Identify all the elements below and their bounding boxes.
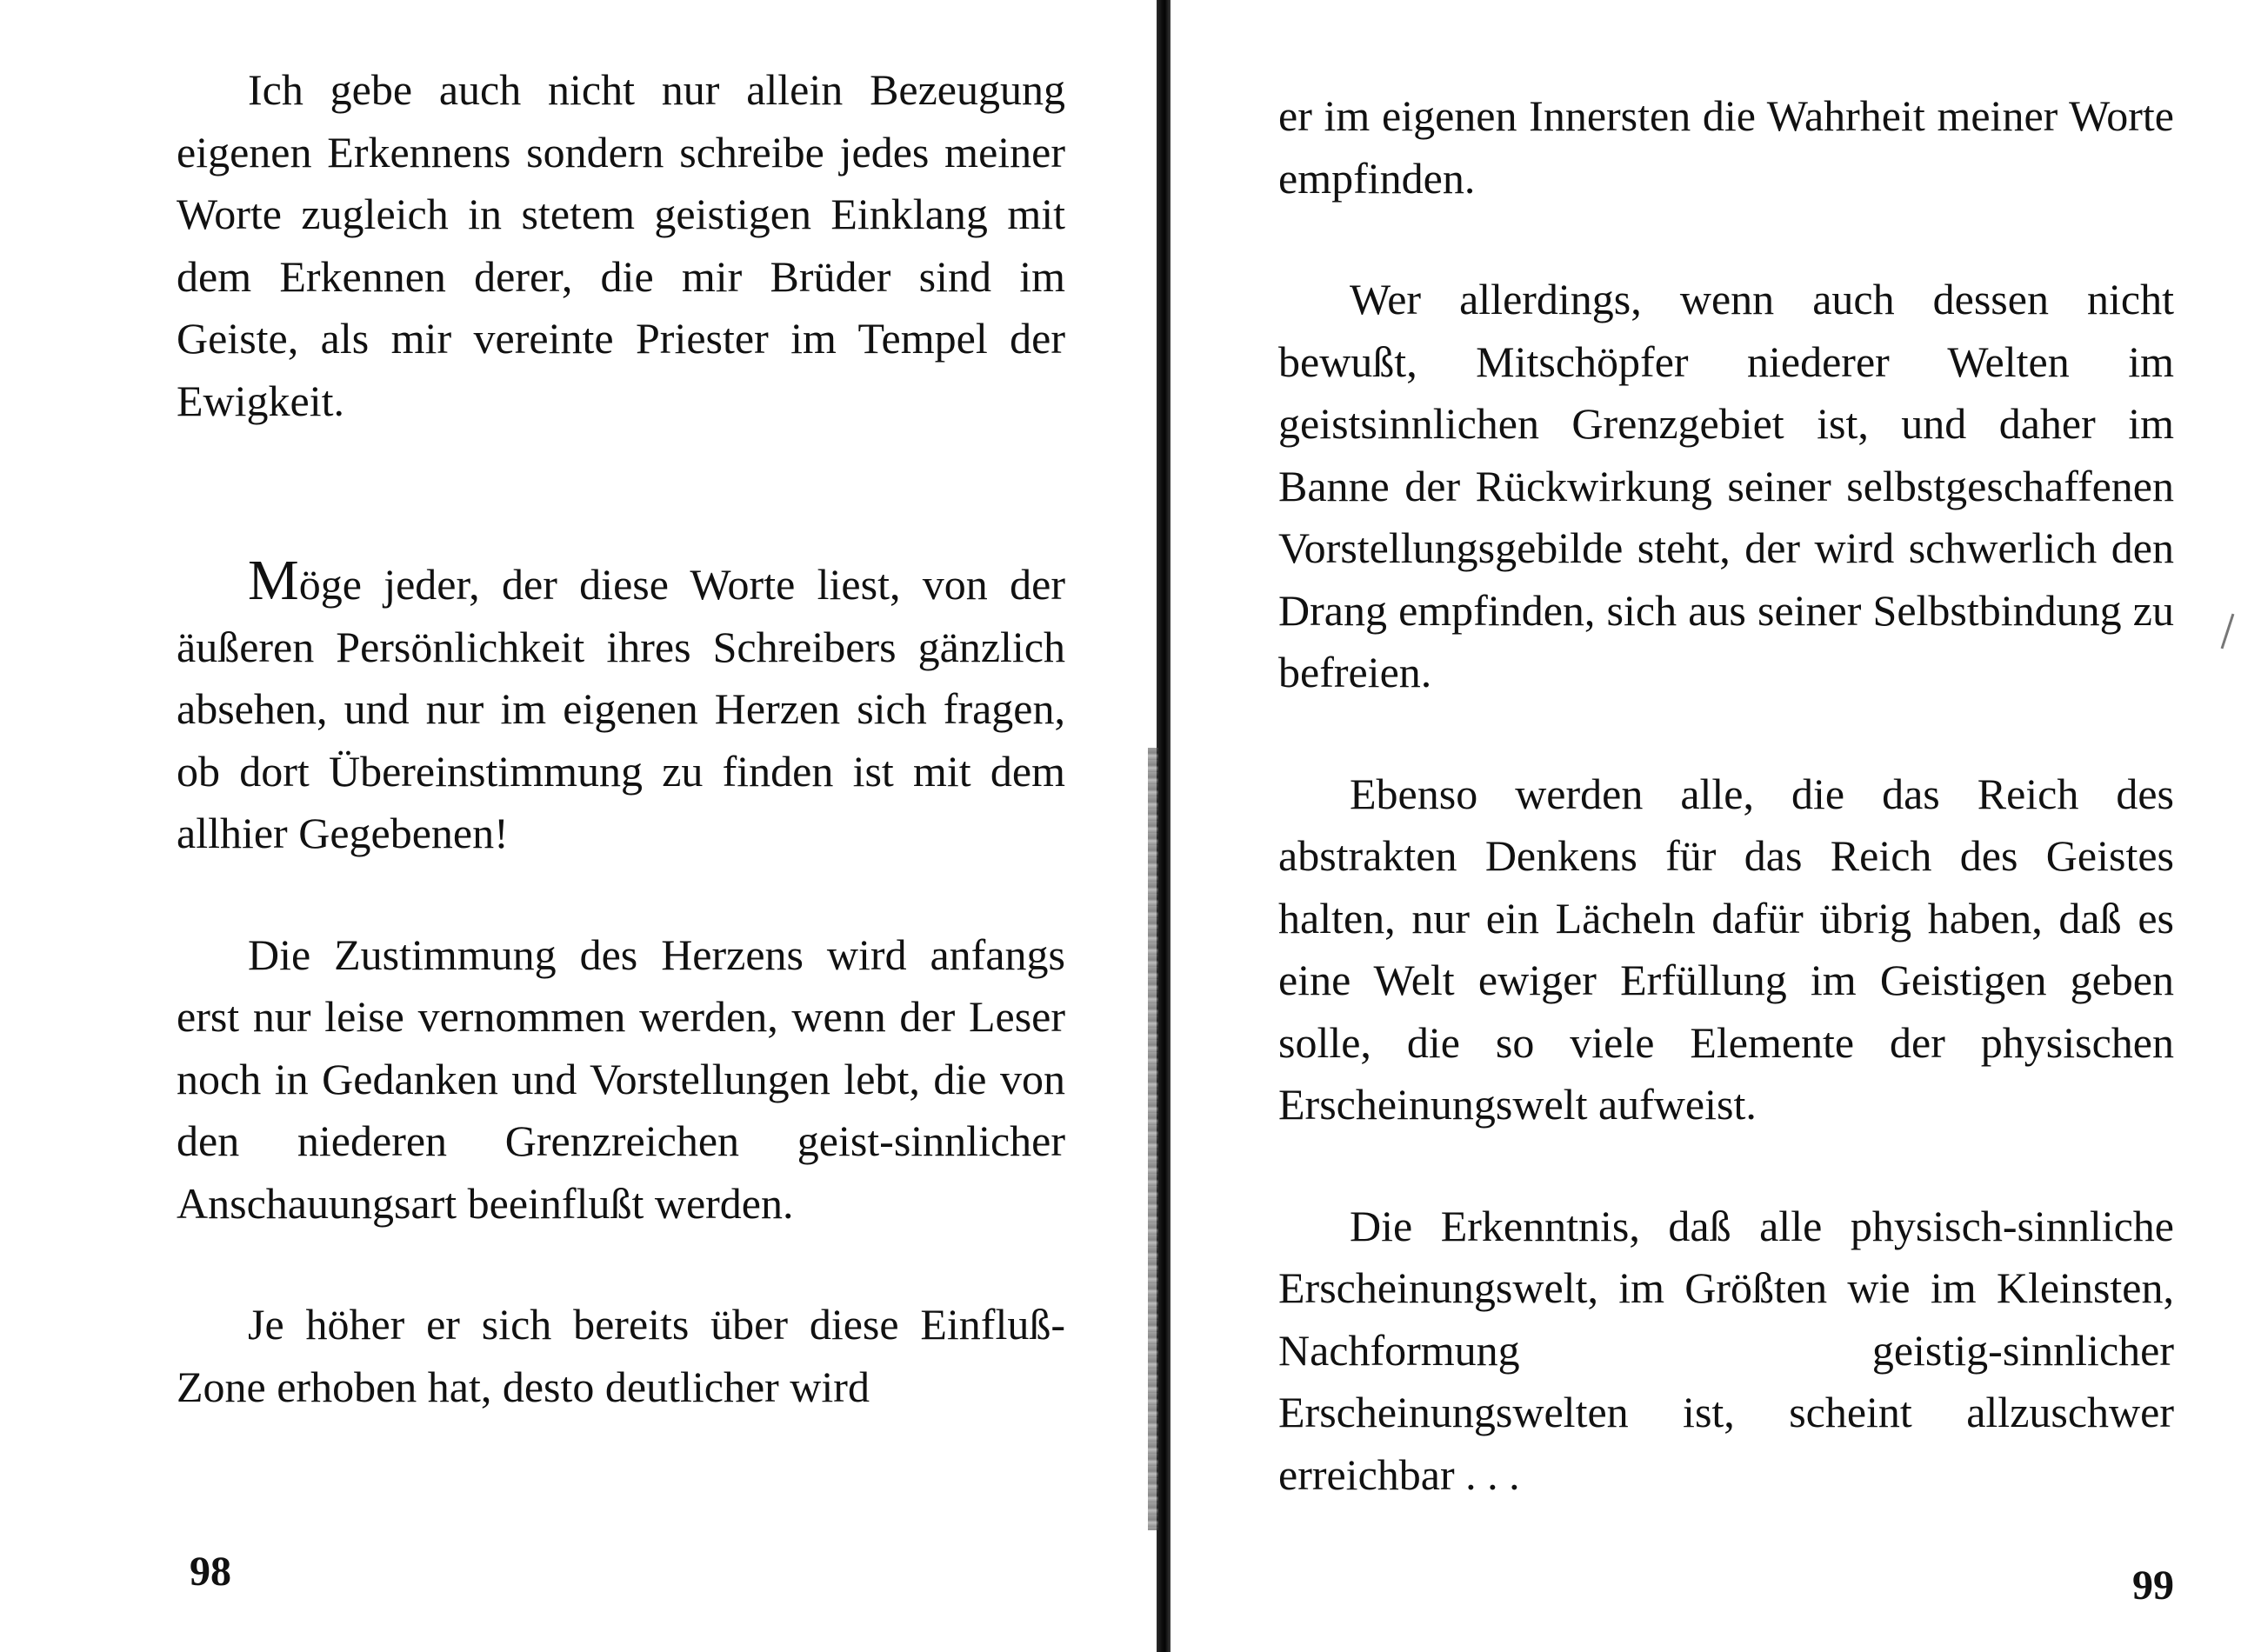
paragraph: er im eigenen Innersten die Wahrheit meiner Worte empfinden. <box>1278 91 2174 203</box>
paragraph-with-initial <box>177 549 1065 865</box>
paragraph: Ich gebe auch nicht nur allein Bezeugung eigenen Erkennens sondern schreibe jedes meiner Worte zugleich in stetem geistigen Einklang mit dem Erkennen derer, die mir Brüder sind im Geiste, als mir vereinte Priester im Tempel der Ewigkeit. <box>177 65 1065 425</box>
page-number-left: 98 <box>190 1549 231 1595</box>
paragraph: Ebenso werden alle, die das Reich des abstrakten Denkens für das Reich des Geistes halten, nur ein Lächeln dafür übrig haben, daß es eine Welt ewiger Erfüllung im Geistigen geben solle, die so viele Elemente der physischen Erscheinungswelt aufweist. <box>1278 769 2174 1129</box>
paragraph: Je höher er sich bereits über diese Einfluß-Zone erhoben hat, desto deutlicher wird <box>177 1300 1065 1411</box>
paragraph: Die Erkenntnis, daß alle physisch-sinnliche Erscheinungswelt, im Größten wie im Kleinsten, Nachformung geistig-sinnlicher Erscheinungswelten ist, scheint allzuschwer erreichbar . . . <box>1278 1201 2174 1499</box>
book-gutter <box>1157 0 1171 1652</box>
right-page-text <box>1278 85 2174 1506</box>
drop-initial: M <box>248 549 299 612</box>
gutter-shadow <box>1148 748 1158 1530</box>
paragraph: Wer allerdings, wenn auch dessen nicht bewußt, Mitschöpfer niederer Welten im geistsinnlichen Grenzgebiet ist, und daher im Banne der Rückwirkung seiner selbstgeschaffenen Vorstellungsgebilde steht, der wird schwerlich den Drang empfinden, sich aus seiner Selbstbindung zu befreien. <box>1278 275 2174 696</box>
paragraph: Die Zustimmung des Herzens wird anfangs erst nur leise vernommen werden, wenn der Leser noch in Gedanken und Vorstellungen lebt, die von den niederen Grenzreichen geist-sinnlicher Anschauungsart beeinflußt werden. <box>177 929 1065 1228</box>
paragraph-text: öge jeder, der diese Worte liest, von der äußeren Persönlichkeit ihres Schreibers gänzlich absehen, und nur im eigenen Herzen sich fragen, ob dort Übereinstimmung zu finden ist mit dem allhier Gegebenen! <box>177 560 1065 857</box>
page-number-right: 99 <box>2132 1562 2174 1609</box>
left-page-text <box>177 59 1065 1418</box>
right-page <box>1170 0 2261 1652</box>
